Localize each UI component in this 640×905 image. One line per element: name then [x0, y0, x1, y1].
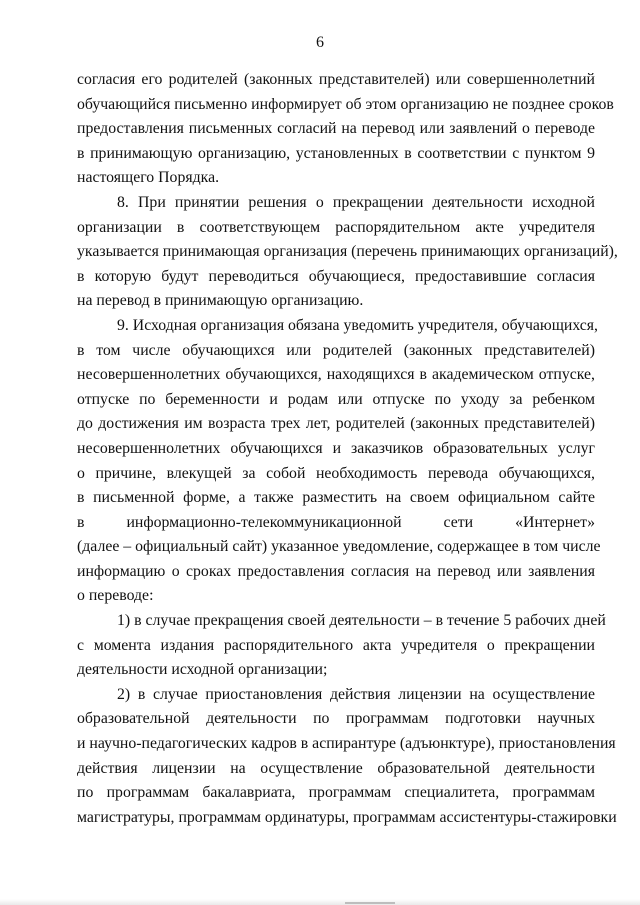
text-line: о переводе:: [77, 587, 154, 605]
text-line: действия лицензии на осуществление образовательной деятельности: [77, 759, 595, 777]
text-line: и научно-педагогических кадров в аспирантуре (адъюнктуре), приостановления: [77, 735, 616, 753]
text-line: в письменной форме, а также разместить на своем официальном сайте: [77, 489, 595, 507]
text-line: обучающийся письменно информирует об этом организацию не позднее сроков: [77, 95, 614, 113]
text-line: организации в соответствующем распорядительном акте учредителя: [77, 218, 595, 236]
text-line: о причине, влекущей за собой необходимость перевода обучающихся,: [77, 464, 595, 482]
paragraph-subitem-2: [77, 683, 617, 831]
paragraph-item-8: [77, 191, 618, 314]
text-line: (далее – официальный сайт) указанное уведомление, содержащее в том числе: [77, 538, 601, 556]
text-line: предоставления письменных согласий на перевод или заявлений о переводе: [77, 120, 595, 138]
text-line: согласия его родителей (законных представителей) или совершеннолетний: [77, 71, 595, 88]
text-line: деятельности исходной организации;: [77, 661, 328, 679]
document-body: [77, 68, 618, 830]
paragraph-subitem-1: [77, 609, 606, 683]
text-line: указывается принимающая организация (перечень принимающих организаций),: [77, 243, 618, 261]
text-line: в том числе обучающихся или родителей (законных представителей): [77, 341, 595, 359]
text-line: на перевод в принимающую организацию.: [77, 292, 364, 310]
paragraph-continuation: [77, 68, 614, 191]
scan-artifact: [345, 902, 395, 904]
text-line: настоящего Порядка.: [77, 169, 220, 187]
text-line: в принимающую организацию, установленных в соответствии с пунктом 9: [77, 144, 595, 162]
text-line: отпуске по беременности и родам или отпуске по уходу за ребенком: [77, 390, 595, 408]
text-line: 9. Исходная организация обязана уведомить учредителя, обучающихся,: [117, 316, 598, 334]
text-line: по программам бакалавриата, программам специалитета, программам: [77, 784, 595, 802]
text-line: в которую будут переводиться обучающиеся, предоставившие согласия: [77, 267, 595, 285]
text-line: информацию о сроках предоставления согласия на перевод или заявления: [77, 562, 595, 580]
text-line: образовательной деятельности по программам подготовки научных: [77, 710, 595, 728]
text-line: 8. При принятии решения о прекращении деятельности исходной: [117, 193, 595, 211]
text-line: магистратуры, программам ординатуры, программам ассистентуры-стажировки: [77, 808, 617, 826]
text-line: до достижения им возраста трех лет, родителей (законных представителей): [77, 415, 595, 433]
paragraph-item-9: [77, 314, 601, 609]
text-line: 2) в случае приостановления действия лицензии на осуществление: [117, 685, 595, 703]
text-line: в информационно-телекоммуникационной сети «Интернет»: [77, 513, 595, 531]
scan-edge: [0, 899, 640, 905]
text-line: с момента издания распорядительного акта учредителя о прекращении: [77, 636, 595, 654]
page-number: 6: [316, 34, 324, 51]
text-line: несовершеннолетних обучающихся и заказчиков образовательных услуг: [77, 439, 595, 457]
text-line: 1) в случае прекращения своей деятельности – в течение 5 рабочих дней: [117, 612, 606, 630]
text-line: несовершеннолетних обучающихся, находящихся в академическом отпуске,: [77, 366, 595, 384]
